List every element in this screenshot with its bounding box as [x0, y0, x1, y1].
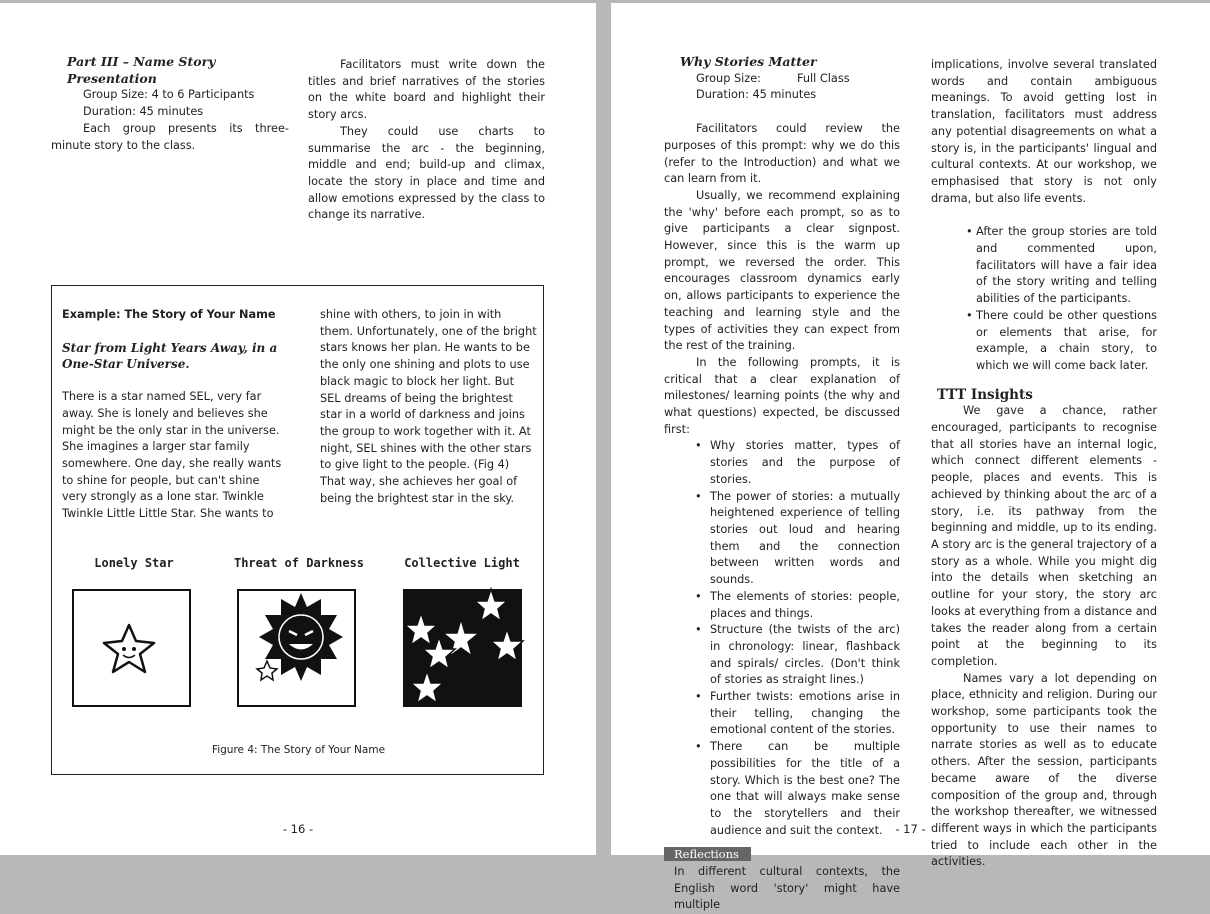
reflections-p1-cont: implications, involve several translated words and contain ambiguous meanings. To avoid getting lost in translation, facilitators must address any potential disagreements on what a story is, in the participants' lingual and cultural contexts. At our workshop, we emphasised that story is not only drama, but also life events.	[931, 58, 1157, 205]
example-col2	[320, 307, 538, 507]
why-section	[664, 54, 900, 914]
page-16	[0, 3, 596, 855]
reflections-label: Reflections	[664, 847, 751, 861]
why-bullet-6: • There can be multiple possibilities for the title of a story. Which is the best one? The one that will always make sense to the storytellers and their audience and suit the context.	[664, 739, 900, 839]
page-17	[611, 3, 1210, 912]
example-col1	[62, 307, 284, 523]
why-bullet-5: • Further twists: emotions arise in their telling, changing the emotional content of the stories.	[664, 689, 900, 739]
panel-title-threat: Threat of Darkness	[233, 556, 365, 570]
reflections-bullets	[931, 224, 1157, 374]
part3-title: Part III – Name Story Presentation	[67, 54, 216, 86]
facilitators-p1: Facilitators must write down the titles and brief narratives of the stories on the white board and highlight their story arcs.	[308, 58, 545, 122]
reflections-bullet-1: • After the group stories are told and commented upon, facilitators will have a fair idea of the story writing and telling abilities of the participants.	[931, 224, 1157, 308]
example-heading: Example: The Story of Your Name	[62, 308, 276, 321]
lonely-star-illustration	[72, 589, 191, 707]
why-bullet-4: • Structure (the twists of the arc) in chronology: linear, flashback and spirals/ circles. (Don't think of stories as straight lines.)	[664, 622, 900, 689]
threat-illustration	[237, 589, 356, 707]
ttt-p2: Names vary a lot depending on place, ethnicity and religion. During our workshop, some participants took the opportunity to use their names to narrate stories as well as to educate others. After the session, participants became aware of the diverse composition of the group and, through the workshop thereafter, we witnessed different ways in which the participants tried to include each other in the activities.	[931, 671, 1157, 869]
example-box	[51, 285, 544, 775]
panel-collective-light	[403, 589, 522, 707]
ttt-title: TTT Insights	[937, 386, 1033, 403]
why-p2: Usually, we recommend explaining the 'why' before each prompt, so as to give participants a clear signpost. However, since this is the warm up prompt, we reversed the order. This encourages classroom dynamics early on, allows participants to experience the teaching and learning style and the types of activities they can expect from the rest of the training.	[664, 188, 900, 353]
figure-caption: Figure 4: The Story of Your Name	[211, 744, 386, 756]
part3-body: Each group presents its three-minute story to the class.	[51, 121, 289, 152]
why-group-size	[664, 71, 900, 88]
part3-group-size: Group Size: 4 to 6 Participants	[83, 88, 255, 102]
ttt-p1: We gave a chance, rather encouraged, participants to recognise that all stories have an internal logic, which connect different elements - people, places and events. This is achieved by thinking about the arc of a story, i.e. its pathway from the beginning and middle, up to its ending. A story arc is the general trajectory of a story as a whole. While you might dig into the details when sketching an outline for your story, the story arc looks at everything from a distance and takes the reader along from a certain point at the beginning to its completion.	[931, 404, 1157, 668]
why-group-label: Group Size:	[696, 71, 761, 85]
collective-illustration	[403, 589, 522, 707]
why-group-value: Full Class	[796, 71, 850, 85]
facilitators-section	[308, 57, 545, 224]
example-story-col1: There is a star named SEL, very far away. She is lonely and believes she might be the only star in the universe. She imagines a larger star family somewhere. One day, she really wants to shine for people, but can't shine very strongly as a lone star. Twinkle Twinkle Little Little Star. She wants to	[62, 390, 282, 521]
panel-threat-darkness	[237, 589, 356, 707]
panel-title-lonely: Lonely Star	[94, 556, 174, 570]
panel-lonely-star	[72, 589, 191, 707]
why-bullet-3: • The elements of stories: people, places and things.	[664, 589, 900, 622]
reflections-p1: In different cultural contexts, the English word 'story' might have multiple	[674, 865, 900, 912]
example-story-title: Star from Light Years Away, in a One-Star Universe.	[62, 340, 278, 372]
why-bullets	[664, 438, 900, 839]
why-bullet-2: • The power of stories: a mutually heightened experience of telling stories out loud and hearing them and the connection between written words and sounds.	[664, 489, 900, 589]
part3-duration: Duration: 45 minutes	[83, 105, 204, 119]
example-story-col2: shine with others, to join in with them. Unfortunately, one of the bright stars knows her plan. He wants to be the only one shining and plots to use black magic to block her light. But SEL dreams of being the brightest star in a world of darkness and joins the group to work together with it. At night, SEL shines with the other stars to give light to the people. (Fig 4) That way, she achieves her goal of being the brightest star in the sky.	[320, 308, 537, 505]
why-p3: In the following prompts, it is critical that a clear explanation of milestones/ learning points (the why and what questions) expected, be discussed first:	[664, 355, 900, 436]
why-p1: Facilitators could review the purposes of this prompt: why we do this (refer to the Introduction) and what we can learn from it.	[664, 122, 900, 186]
facilitators-p2: They could use charts to summarise the arc - the beginning, middle and end; build-up and climax, locate the story in place and time and allow emotions expressed by the class to change its narrative.	[308, 124, 545, 222]
why-duration: Duration: 45 minutes	[696, 88, 817, 102]
reflections-bullet-2: • There could be other questions or elements that arise, for example, a chain story, to which we will come back later.	[931, 308, 1157, 375]
page-number-17: - 17 -	[895, 822, 926, 836]
right-col2	[931, 57, 1157, 871]
why-title: Why Stories Matter	[680, 54, 817, 69]
page-number-16: - 16 -	[282, 822, 314, 836]
panel-title-collective: Collective Light	[404, 556, 520, 570]
why-bullet-1: • Why stories matter, types of stories and the purpose of stories.	[664, 438, 900, 488]
part3-section	[51, 54, 289, 154]
